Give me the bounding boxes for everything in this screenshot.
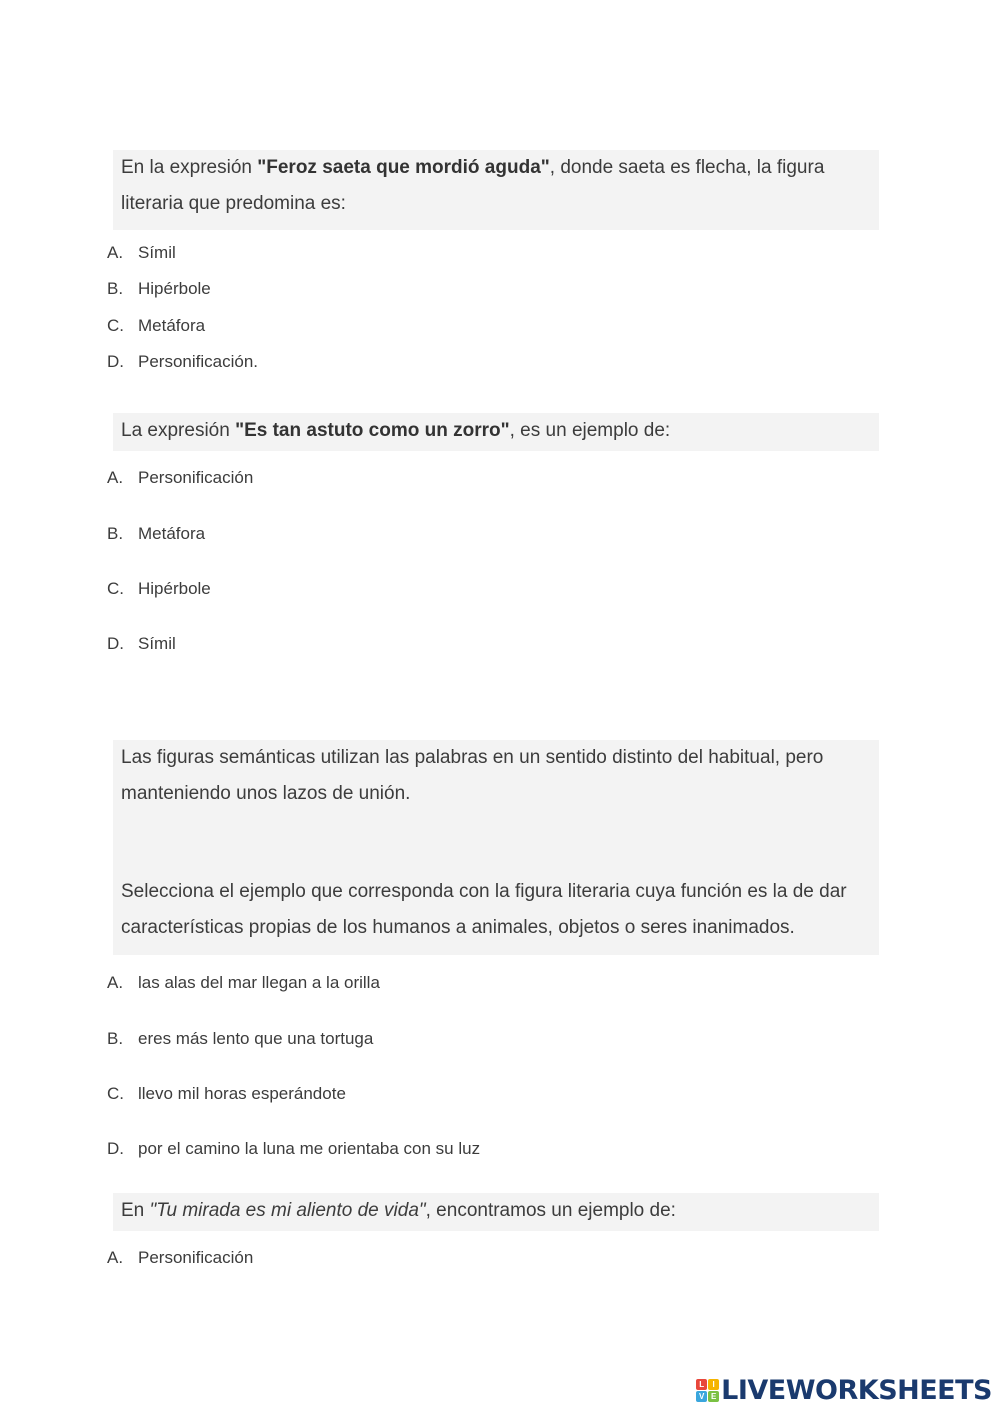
q3-option-b[interactable]: B. eres más lento que una tortuga: [107, 1029, 374, 1048]
logo-letter-i: I: [708, 1379, 719, 1390]
q3-option-d[interactable]: D. por el camino la luna me orientaba con su luz: [107, 1139, 481, 1158]
q2-option-a[interactable]: A. Personificación: [107, 468, 254, 487]
logo-letter-v: V: [696, 1391, 707, 1402]
q2-option-b[interactable]: B. Metáfora: [107, 524, 206, 543]
question-2-quote: "Es tan astuto como un zorro": [235, 420, 510, 441]
live-grid-icon: [696, 1379, 719, 1402]
question-4-prompt: En "Tu mirada es mi aliento de vida", encontramos un ejemplo de:: [113, 1193, 879, 1231]
q3-option-c[interactable]: C. llevo mil horas esperándote: [107, 1084, 346, 1103]
logo-letter-l: L: [696, 1379, 707, 1390]
brand-wordmark: LIVEWORKSHEETS: [721, 1374, 992, 1406]
logo-letter-e: E: [708, 1391, 719, 1402]
question-1-quote: "Feroz saeta que mordió aguda": [257, 157, 550, 178]
q3-option-a[interactable]: A. las alas del mar llegan a la orilla: [107, 973, 380, 992]
q2-option-c[interactable]: C. Hipérbole: [107, 579, 211, 598]
q1-option-c[interactable]: C. Metáfora: [107, 316, 206, 335]
q2-option-d[interactable]: D. Símil: [107, 634, 176, 653]
q4-option-a[interactable]: A. Personificación: [107, 1248, 254, 1267]
q1-option-a[interactable]: A. Símil: [107, 243, 176, 262]
q1-option-d[interactable]: D. Personificación.: [107, 352, 259, 371]
question-4-quote: "Tu mirada es mi aliento de vida": [149, 1200, 426, 1221]
question-1-prompt: En la expresión "Feroz saeta que mordió aguda", donde saeta es flecha, la figura literaria que predomina es:: [113, 150, 879, 230]
liveworksheets-logo: [696, 1375, 992, 1405]
question-3-intro: Las figuras semánticas utilizan las palabras en un sentido distinto del habitual, pero manteniendo unos lazos de unión.: [121, 747, 824, 804]
question-2-prompt: La expresión "Es tan astuto como un zorro", es un ejemplo de:: [113, 413, 879, 451]
q1-option-b[interactable]: B. Hipérbole: [107, 279, 211, 298]
question-3-instruction: Selecciona el ejemplo que corresponda con la figura literaria cuya función es la de dar características propias de los humanos a animales, objetos o seres inanimados.: [121, 881, 847, 938]
question-3-prompt: [113, 740, 879, 955]
